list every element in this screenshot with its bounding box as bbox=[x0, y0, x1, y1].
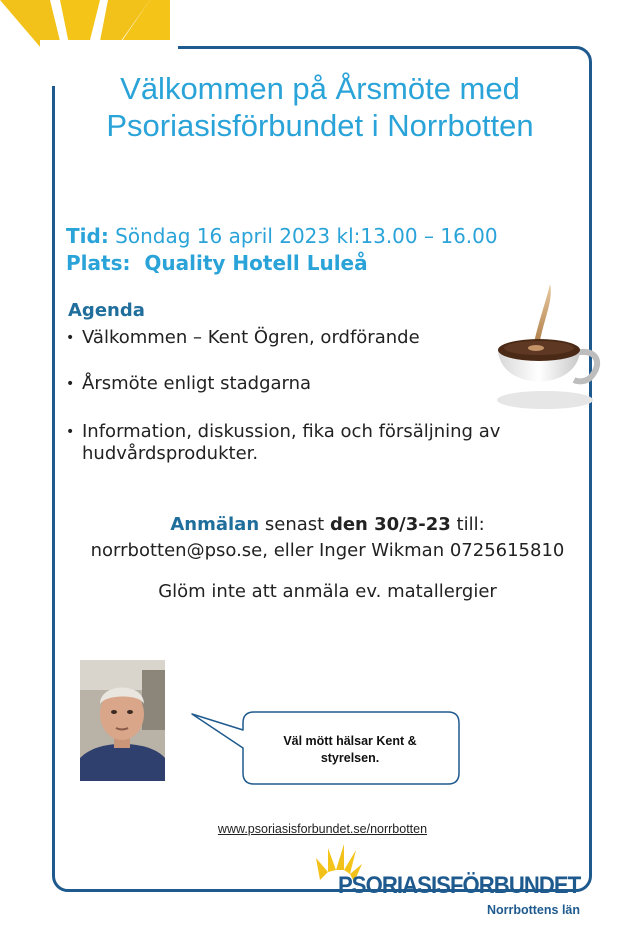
time-label: Tid: bbox=[66, 224, 109, 248]
signup-contact: norrbotten@pso.se, eller Inger Wikman 0725615810 bbox=[90, 540, 565, 561]
agenda-item: • Välkommen – Kent Ögren, ordförande bbox=[66, 327, 420, 348]
signup-label: Anmälan bbox=[170, 514, 260, 535]
signup-line-1 bbox=[55, 512, 600, 538]
bullet-icon: • bbox=[66, 424, 75, 440]
signup-text-before: senast bbox=[264, 514, 325, 535]
website-link[interactable]: www.psoriasisforbundet.se/norrbotten bbox=[217, 822, 428, 836]
logo-wordmark: PSORIASISFÖRBUNDET bbox=[338, 872, 581, 899]
title-line-2: Psoriasisförbundet i Norrbotten bbox=[106, 108, 534, 143]
speech-bubble-text: Väl mött hälsar Kent & styrelsen. bbox=[283, 734, 417, 765]
signup-text-after: till: bbox=[456, 514, 485, 535]
event-time bbox=[66, 224, 498, 248]
agenda-item: • Information, diskussion, fika och försäljning av hudvårdsprodukter. bbox=[66, 421, 501, 464]
person-photo bbox=[80, 660, 165, 781]
agenda-item: • Årsmöte enligt stadgarna bbox=[66, 373, 312, 394]
event-place bbox=[66, 251, 368, 275]
logo-subtitle: Norrbottens län bbox=[486, 903, 580, 917]
signup-section bbox=[55, 512, 600, 564]
allergy-note: Glöm inte att anmäla ev. matallergier bbox=[158, 581, 497, 602]
bullet-icon: • bbox=[66, 376, 75, 392]
place-label: Plats: bbox=[66, 251, 131, 275]
page-title bbox=[60, 70, 580, 144]
title-line-1: Välkommen på Årsmöte med bbox=[120, 71, 520, 106]
agenda-heading: Agenda bbox=[68, 300, 145, 321]
place-value: Quality Hotell Luleå bbox=[144, 251, 368, 275]
coffee-cup-image bbox=[490, 282, 605, 412]
signup-date: den 30/3-23 bbox=[329, 514, 451, 535]
bullet-icon: • bbox=[66, 330, 75, 346]
time-value: Söndag 16 april 2023 kl:13.00 – 16.00 bbox=[115, 224, 498, 248]
